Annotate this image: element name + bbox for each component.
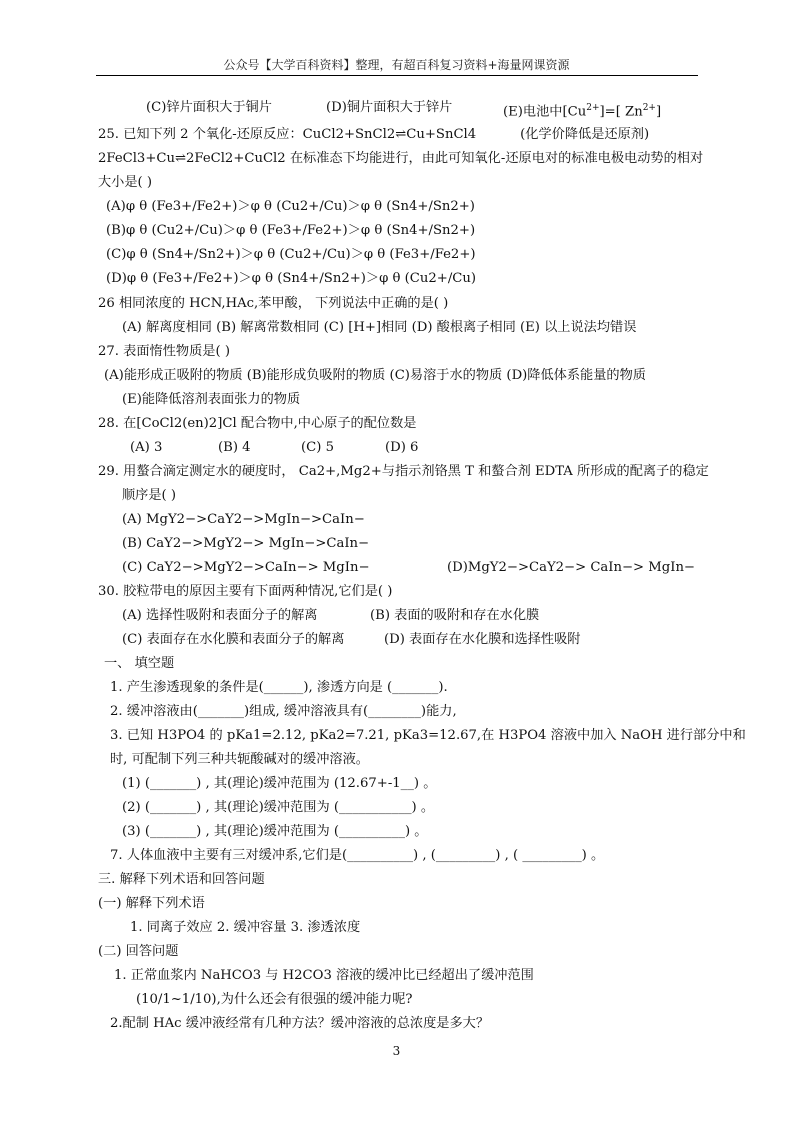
q24-option-e: (E)电池中$[Cu^{2+}]=$[ $Zn^{2+}$] — [503, 103, 662, 120]
q29-stem-line1: 29. 用螯合滴定测定水的硬度时， Ca2+,Mg2+与指示剂铬黑 T 和螯合剂 EDTA 所形成的配离子的稳定 — [98, 464, 709, 479]
q25-stem-line2: 2FeCl3+Cu⇌2FeCl2+CuCl2 在标准态下均能进行，由此可知氧化-还原电对的标准电极电动势的相对 — [98, 151, 704, 166]
q29-option-d: (D)MgY2−>CaY2−> CaIn−> MgIn− — [447, 560, 695, 575]
question-1-line1: 1. 正常血浆内 NaHCO3 与 H2CO3 溶液的缓冲比已经超出了缓冲范围 — [114, 968, 534, 983]
section-3-sub2-title: (二) 回答问题 — [98, 944, 179, 959]
q28-stem: 28. 在[CoCl2(en)2]Cl 配合物中,中心原子的配位数是 — [98, 416, 417, 431]
section-3-sub1-title: (一) 解释下列术语 — [98, 896, 205, 911]
fill-item-3-line2: 时, 可配制下列三种共轭酸碱对的缓冲溶液。 — [110, 752, 369, 767]
q25-option-a: (A)φ θ (Fe3+/Fe2+)＞φ θ (Cu2+/Cu)＞φ θ (Sn4+/Sn2+) — [106, 199, 475, 214]
q30-stem: 30. 胶粒带电的原因主要有下面两种情况,它们是( ) — [98, 584, 393, 599]
q24-option-c: (C)锌片面积大于铜片 — [146, 100, 272, 115]
q29-option-b: (B) CaY2−>MgY2−> MgIn−>CaIn− — [122, 536, 370, 551]
q29-stem-line2: 顺序是( ) — [122, 488, 177, 503]
q28-option-a: (A) 3 — [130, 440, 163, 455]
question-1-line2: (10/1~1/10),为什么还会有很强的缓冲能力呢? — [136, 992, 413, 1007]
q30-option-a: (A) 选择性吸附和表面分子的解离 — [122, 608, 318, 623]
q25-option-d: (D)φ θ (Fe3+/Fe2+)＞φ θ (Sn4+/Sn2+)＞φ θ (Cu2+/Cu) — [106, 271, 476, 286]
q28-option-b: (B) 4 — [218, 440, 251, 455]
q29-option-a: (A) MgY2−>CaY2−>MgIn−>CaIn− — [122, 512, 365, 527]
q30-option-b: (B) 表面的吸附和存在水化膜 — [370, 608, 540, 623]
q27-options-b: (E)能降低溶剂表面张力的物质 — [122, 392, 301, 407]
fill-item-2: 2. 缓冲溶液由(_______)组成, 缓冲溶液具有(________)能力, — [110, 704, 457, 719]
q27-options-a: (A)能形成正吸附的物质 (B)能形成负吸附的物质 (C)易溶于水的物质 (D)降低体系能量的物质 — [104, 368, 646, 383]
page-header: 公众号【大学百科资料】整理，有超百科复习资料+海量网课资源 — [223, 58, 570, 72]
fill-item-3-line1: 3. 已知 H3PO4 的 pKa1=2.12, pKa2=7.21, pKa3=12.67,在 H3PO4 溶液中加入 NaOH 进行部分中和 — [110, 728, 746, 743]
fill-item-3-sub2: (2) (_______) , 其(理论)缓冲范围为 (___________) 。 — [122, 800, 435, 815]
q26-options: (A) 解离度相同 (B) 解离常数相同 (C) [H+]相同 (D) 酸根离子相同 (E) 以上说法均错误 — [122, 320, 637, 335]
fill-item-3-sub3: (3) (_______) , 其(理论)缓冲范围为 (__________) 。 — [122, 824, 428, 839]
fill-item-7: 7. 人体血液中主要有三对缓冲系,它们是(__________) , (_________) , ( _________) 。 — [110, 848, 605, 863]
fill-item-1: 1. 产生渗透现象的条件是(______), 渗透方向是 (_______). — [110, 680, 448, 695]
fill-item-3-sub1: (1) (_______) , 其(理论)缓冲范围为 (12.67+-1__) 。 — [122, 776, 437, 791]
q28-option-d: (D) 6 — [385, 440, 419, 455]
q29-option-c: (C) CaY2−>MgY2−>CaIn−> MgIn− — [122, 560, 370, 575]
q27-stem: 27. 表面惰性物质是( ) — [98, 344, 230, 359]
q30-option-d: (D) 表面存在水化膜和选择性吸附 — [384, 632, 581, 647]
q30-option-c: (C) 表面存在水化膜和表面分子的解离 — [122, 632, 345, 647]
question-2: 2.配制 HAc 缓冲液经常有几种方法？缓冲溶液的总浓度是多大？ — [110, 1016, 490, 1031]
q25-option-c: (C)φ θ (Sn4+/Sn2+)＞φ θ (Cu2+/Cu)＞φ θ (Fe3+/Fe2+) — [106, 247, 476, 262]
q26-stem: 26 相同浓度的 HCN,HAc,苯甲酸， 下列说法中正确的是( ) — [98, 296, 449, 311]
q25-stem-line1: 25. 已知下列 2 个氧化-还原反应：CuCl2+SnCl2⇌Cu+SnCl4 (化学价降低是还原剂) — [98, 127, 650, 142]
header-rule — [96, 75, 698, 76]
section-3-terms: 1. 同离子效应 2. 缓冲容量 3. 渗透浓度 — [130, 920, 361, 935]
q24-option-d: (D)铜片面积大于锌片 — [326, 100, 453, 115]
q25-option-b: (B)φ θ (Cu2+/Cu)＞φ θ (Fe3+/Fe2+)＞φ θ (Sn4+/Sn2+) — [106, 223, 476, 238]
section-3-title: 三. 解释下列术语和回答问题 — [98, 872, 265, 887]
page-number: 3 — [392, 1044, 401, 1058]
q25-stem-line3: 大小是( ) — [98, 175, 153, 190]
section-fill-blank-title: 一、 填空题 — [104, 656, 175, 671]
q28-option-c: (C) 5 — [301, 440, 334, 455]
